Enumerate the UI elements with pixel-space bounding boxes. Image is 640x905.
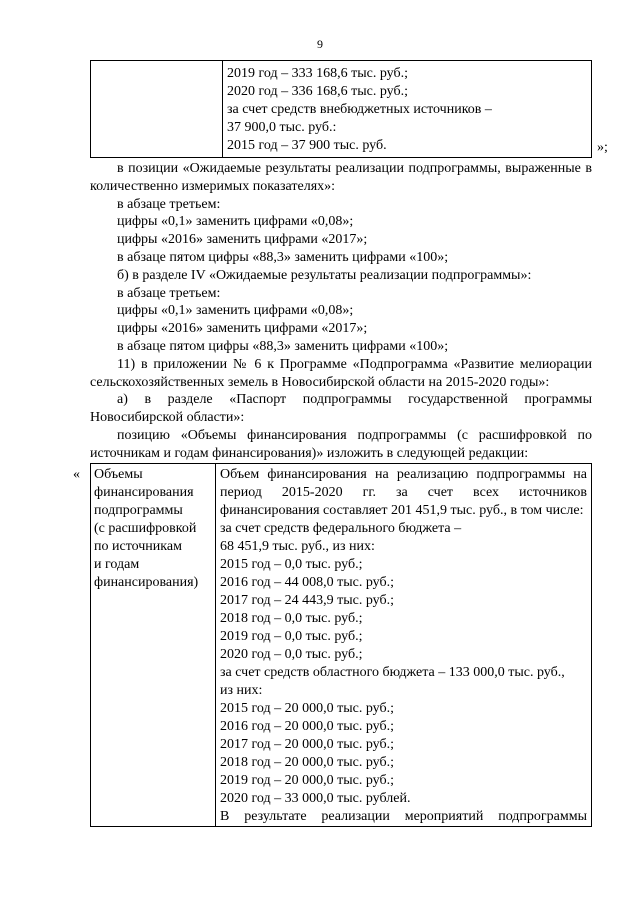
paragraph: а) в разделе «Паспорт подпрограммы государственной программы Новосибирской области»: <box>90 392 592 426</box>
paragraph: в абзаце пятом цифры «88,3» заменить цифрами «100»; <box>117 338 449 354</box>
label-line: финансирования <box>94 485 194 500</box>
financing-intro: Объем финансирования на реализацию подпрограммы на период 2015-2020 гг. за счет всех источников финансирования составляет 201 451,9 тыс. руб., в том числе: <box>220 467 587 518</box>
financing-label-cell <box>91 464 216 827</box>
label-line: (с расшифровкой <box>94 521 197 536</box>
opening-quote: « <box>73 467 80 482</box>
paragraph: в позиции «Ожидаемые результаты реализации подпрограммы, выраженные в количественно измеримых показателях»: <box>90 161 592 194</box>
label-line: и годам <box>94 557 140 572</box>
paragraph: в абзаце третьем: <box>117 285 221 301</box>
label-line: финансирования) <box>94 575 199 590</box>
financing-line: 2020 год – 33 000,0 тыс. рублей. <box>220 791 411 806</box>
paragraph: 11) в приложении № 6 к Программе «Подпрограмма «Развитие мелиорации сельскохозяйственных земель в Новосибирской области на 2015-2020 годы»: <box>90 356 592 390</box>
paragraph: б) в разделе IV «Ожидаемые результаты реализации подпрограммы»: <box>117 267 532 283</box>
paragraph: в абзаце третьем: <box>117 196 221 212</box>
paragraph: цифры «0,1» заменить цифрами «0,08»; <box>117 303 354 319</box>
financing-line: из них: <box>220 683 263 698</box>
table-line: 2019 год – 333 168,6 тыс. руб.; <box>227 66 408 81</box>
financing-line: 2019 год – 20 000,0 тыс. руб.; <box>220 773 394 788</box>
financing-line: 2019 год – 0,0 тыс. руб.; <box>220 629 363 644</box>
financing-line: за счет средств областного бюджета – 133 000,0 тыс. руб., <box>220 665 565 680</box>
table-line: 2020 год – 336 168,6 тыс. руб.; <box>227 84 408 99</box>
financing-content-cell <box>216 464 592 827</box>
paragraph: цифры «0,1» заменить цифрами «0,08»; <box>117 214 354 230</box>
label-line: подпрограммы <box>94 503 183 518</box>
paragraph: в абзаце пятом цифры «88,3» заменить цифрами «100»; <box>117 249 449 265</box>
paragraph: цифры «2016» заменить цифрами «2017»; <box>117 321 368 337</box>
financing-line: 2015 год – 0,0 тыс. руб.; <box>220 557 363 572</box>
financing-line: 2018 год – 20 000,0 тыс. руб.; <box>220 755 394 770</box>
financing-line: 2017 год – 24 443,9 тыс. руб.; <box>220 593 394 608</box>
page-number: 9 <box>317 37 323 51</box>
paragraph: цифры «2016» заменить цифрами «2017»; <box>117 232 368 248</box>
closing-quote-suffix: »; <box>597 140 608 155</box>
financing-line: 2015 год – 20 000,0 тыс. руб.; <box>220 701 394 716</box>
financing-line: 2016 год – 20 000,0 тыс. руб.; <box>220 719 394 734</box>
label-line: Объемы <box>94 467 143 482</box>
paragraph: позицию «Объемы финансирования подпрограммы (с расшифровкой по источникам и годам финансирования)» изложить в следующей редакции: <box>90 427 592 461</box>
table-label-cell-empty <box>91 61 223 158</box>
table-content-cell <box>223 61 592 158</box>
financing-table <box>90 463 592 827</box>
table-line: 2015 год – 37 900 тыс. руб. <box>227 138 387 153</box>
label-line: по источникам <box>94 539 182 554</box>
financing-line: 2017 год – 20 000,0 тыс. руб.; <box>220 737 394 752</box>
financing-line: за счет средств федерального бюджета – <box>220 521 462 536</box>
financing-last-line: В результате реализации мероприятий подпрограммы <box>220 809 587 824</box>
previous-table-fragment <box>90 60 592 158</box>
financing-line: 68 451,9 тыс. руб., из них: <box>220 539 375 554</box>
table-line: 37 900,0 тыс. руб.: <box>227 120 337 135</box>
financing-line: 2016 год – 44 008,0 тыс. руб.; <box>220 575 394 590</box>
table-line: за счет средств внебюджетных источников – <box>227 102 492 117</box>
financing-line: 2020 год – 0,0 тыс. руб.; <box>220 647 363 662</box>
financing-line: 2018 год – 0,0 тыс. руб.; <box>220 611 363 626</box>
document-body <box>90 160 592 463</box>
